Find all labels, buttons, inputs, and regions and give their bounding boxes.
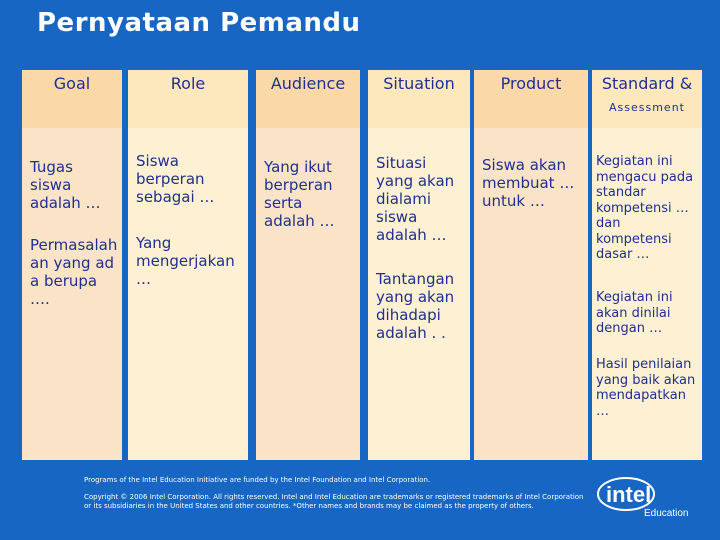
- audience-cell: Yang ikut berperan serta adalah …: [264, 158, 335, 230]
- product-cell: Siswa akan membuat … untuk …: [482, 156, 575, 210]
- column-header-role: Role: [128, 70, 248, 128]
- standard-header-label: Standard &: [601, 74, 693, 93]
- standard-header-sublabel: Assessment: [609, 101, 685, 114]
- slide-title: Pernyataan Pemandu: [37, 8, 361, 38]
- column-header-goal: Goal: [22, 70, 122, 128]
- column-header-audience: Audience: [256, 70, 360, 128]
- column-audience: [256, 70, 360, 460]
- standard-cell-competency: Kegiatan ini mengacu pada standar kompetensi … dan kompetensi dasar …: [596, 154, 694, 262]
- role-cell-student: Siswa berperan sebagai …: [136, 152, 215, 206]
- situation-cell-challenge: Tantangan yang akan dihadapi adalah . .: [376, 270, 455, 342]
- logo-brand: intel: [606, 482, 652, 507]
- column-standard: [592, 70, 702, 460]
- column-header-standard: [592, 70, 702, 128]
- standard-cell-assessment: Kegiatan ini akan dinilai dengan …: [596, 290, 673, 336]
- column-goal: [22, 70, 122, 460]
- column-product: [474, 70, 588, 460]
- role-cell-worker: Yang mengerjakan …: [136, 234, 235, 288]
- column-situation: [368, 70, 470, 460]
- intel-logo-icon: [592, 472, 692, 522]
- column-header-product: Product: [474, 70, 588, 128]
- guiding-statements-table: [22, 70, 702, 460]
- logo-label: Education: [644, 508, 689, 519]
- footer-funding: Programs of the Intel Education Initiative are funded by the Intel Foundation and Intel Corporation.: [84, 476, 431, 484]
- standard-cell-result: Hasil penilaian yang baik akan mendapatkan …: [596, 357, 696, 419]
- goal-cell-problem: Permasalahan yang ada berupa ….: [30, 236, 118, 308]
- situation-cell-condition: Situasi yang akan dialami siswa adalah …: [376, 154, 455, 244]
- column-role: [128, 70, 248, 460]
- footer: [84, 476, 584, 519]
- intel-education-logo: [592, 472, 692, 522]
- column-header-situation: Situation: [368, 70, 470, 128]
- footer-copyright: Copyright © 2006 Intel Corporation. All rights reserved. Intel and Intel Education are trademarks or registered trademarks of Intel Corporation or its subsidiaries in the United States and other countries. *Other names and brands may be claimed as the property of others.: [84, 493, 584, 510]
- goal-cell-task: Tugas siswa adalah …: [30, 158, 101, 212]
